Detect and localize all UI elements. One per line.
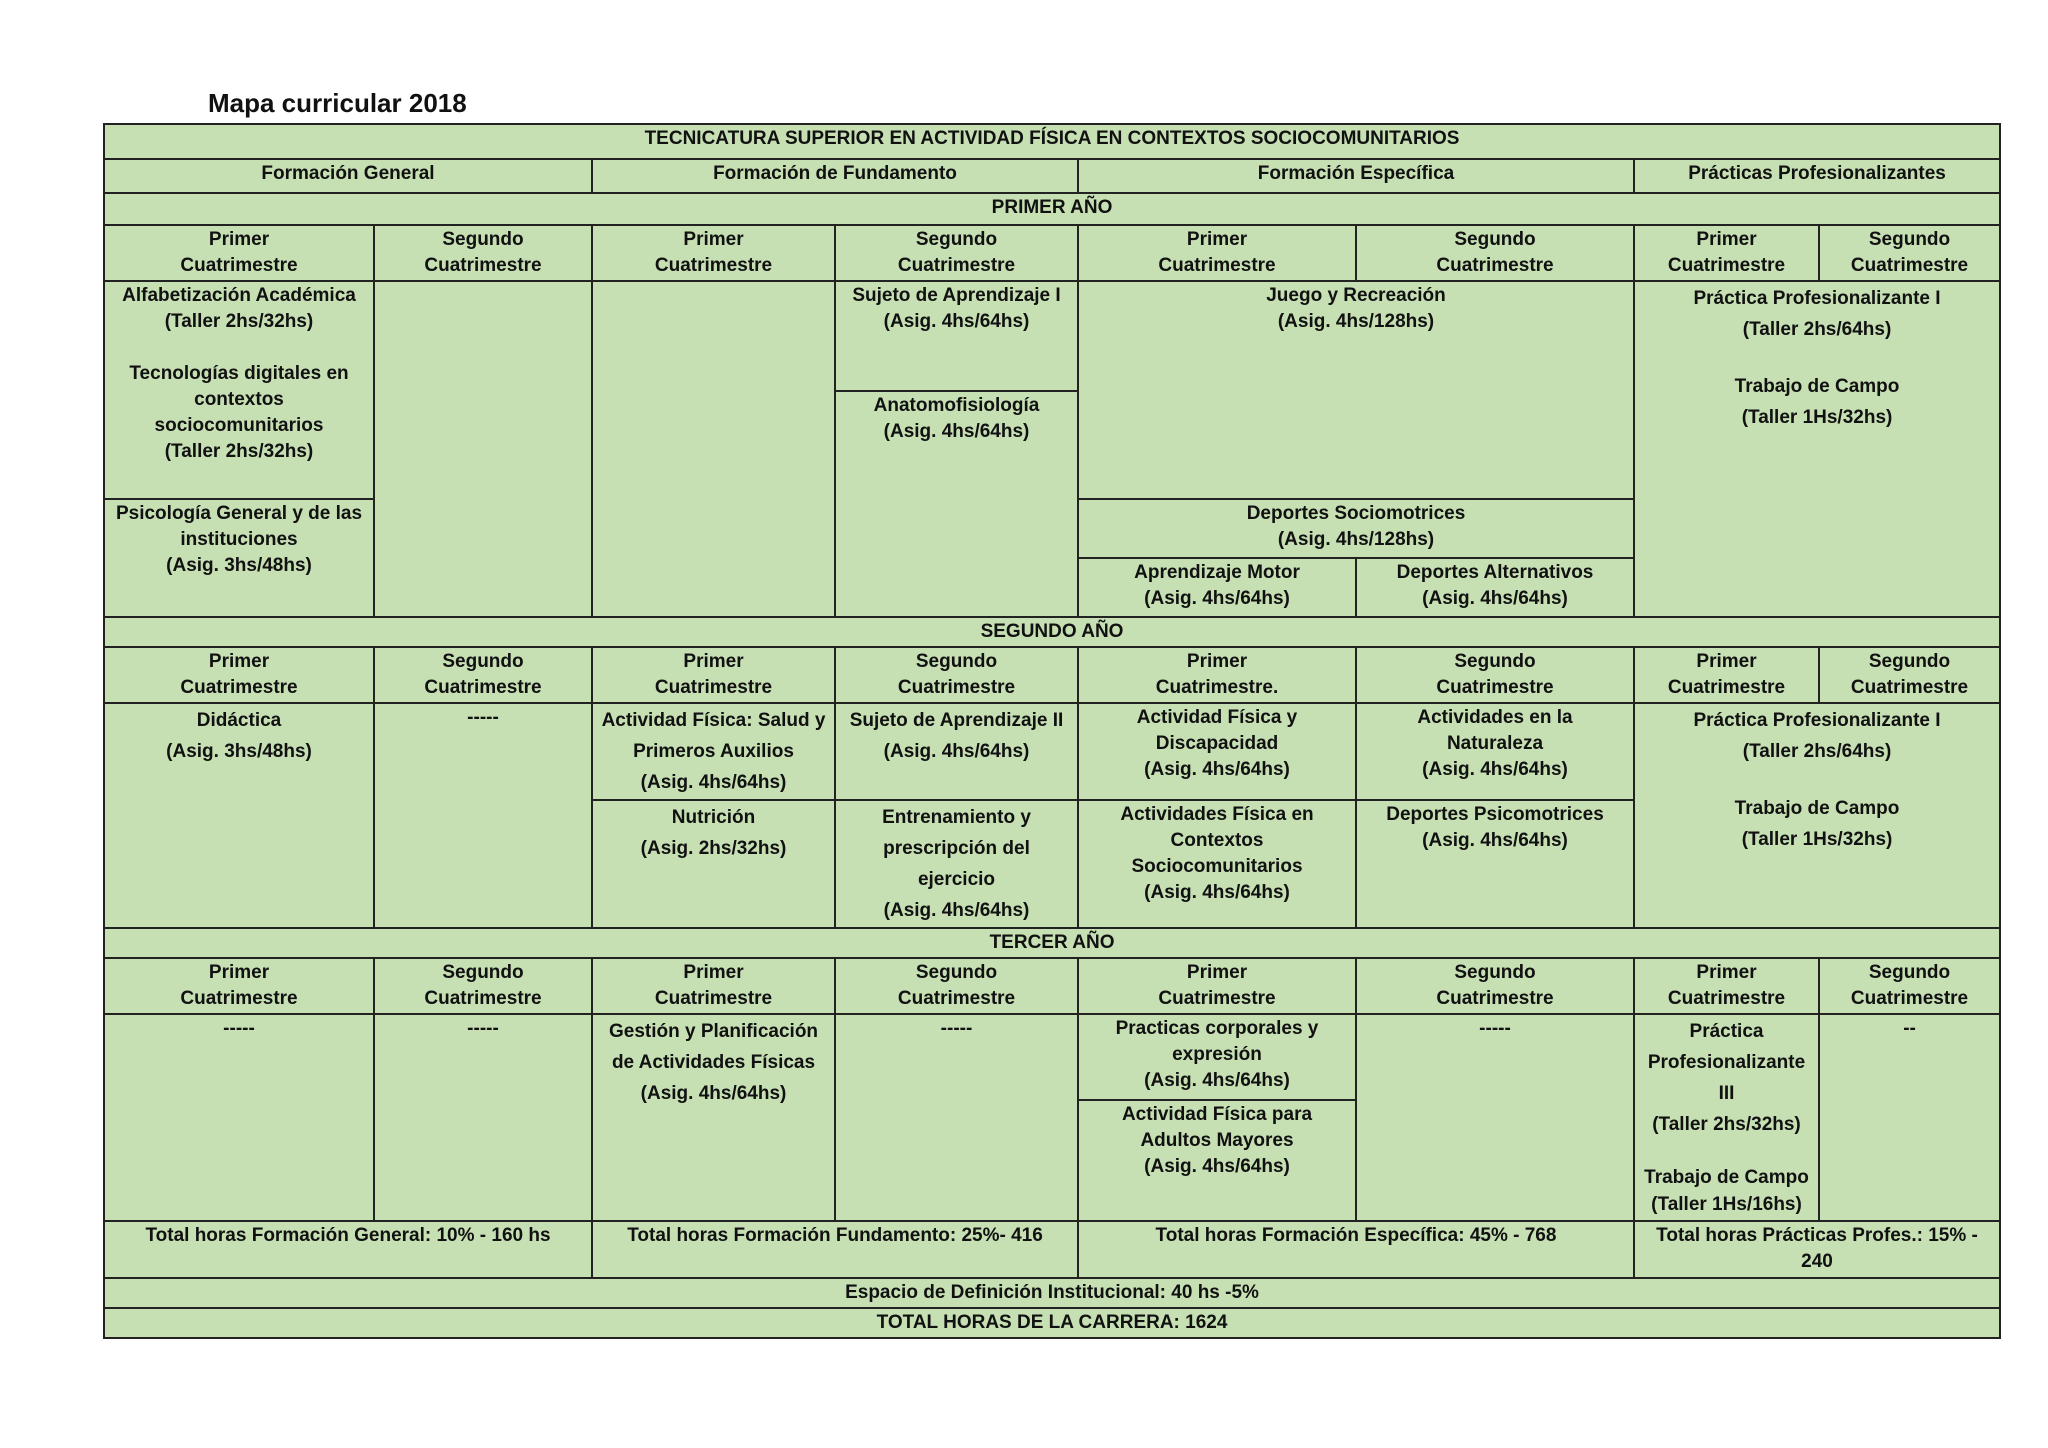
- empty-cell: [592, 281, 835, 617]
- semester-header: Primer Cuatrimestre: [1634, 225, 1819, 281]
- semester-header: Segundo Cuatrimestre: [835, 647, 1078, 703]
- semester-row: [104, 958, 2000, 1014]
- year-header-third: TERCER AÑO: [104, 928, 2000, 958]
- semester-header: Segundo Cuatrimestre: [1356, 647, 1634, 703]
- subject-cell: Nutrición (Asig. 2hs/32hs): [592, 800, 835, 928]
- empty-cell-dash: --: [1819, 1014, 2000, 1221]
- semester-header: Primer Cuatrimestre: [104, 958, 374, 1014]
- subject-cell: Juego y Recreación (Asig. 4hs/128hs): [1078, 281, 1634, 499]
- subject-cell: Actividad Física para Adultos Mayores (Asig. 4hs/64hs): [1078, 1100, 1356, 1221]
- total-practicas: Total horas Prácticas Profes.: 15% - 240: [1634, 1221, 2000, 1278]
- total-fundamento: Total horas Formación Fundamento: 25%- 416: [592, 1221, 1078, 1278]
- total-especifica: Total horas Formación Específica: 45% - 768: [1078, 1221, 1634, 1278]
- total-general: Total horas Formación General: 10% - 160 hs: [104, 1221, 592, 1278]
- semester-header: Segundo Cuatrimestre: [1819, 958, 2000, 1014]
- semester-header: Primer Cuatrimestre: [1634, 958, 1819, 1014]
- year-header-second: SEGUNDO AÑO: [104, 617, 2000, 647]
- subject-cell: Deportes Sociomotrices (Asig. 4hs/128hs): [1078, 499, 1634, 558]
- subject-cell: Sujeto de Aprendizaje II (Asig. 4hs/64hs): [835, 703, 1078, 800]
- subject-cell: Alfabetización Académica (Taller 2hs/32hs) Tecnologías digitales en contextos sociocomunitarios (Taller 2hs/32hs): [104, 281, 374, 499]
- category-fundamento: Formación de Fundamento: [592, 159, 1078, 193]
- empty-cell-dash: -----: [104, 1014, 374, 1221]
- subject-cell: Actividades en la Naturaleza (Asig. 4hs/64hs): [1356, 703, 1634, 800]
- semester-header: Primer Cuatrimestre: [592, 958, 835, 1014]
- semester-row: [104, 225, 2000, 281]
- semester-header: Segundo Cuatrimestre: [1356, 225, 1634, 281]
- semester-header: Primer Cuatrimestre: [592, 647, 835, 703]
- subject-cell: Actividad Física y Discapacidad (Asig. 4hs/64hs): [1078, 703, 1356, 800]
- category-practicas: Prácticas Profesionalizantes: [1634, 159, 2000, 193]
- empty-cell-dash: -----: [1356, 1014, 1634, 1221]
- semester-header: Primer Cuatrimestre.: [1078, 647, 1356, 703]
- semester-row: [104, 647, 2000, 703]
- semester-header: Segundo Cuatrimestre: [374, 225, 592, 281]
- empty-cell-dash: -----: [835, 1014, 1078, 1221]
- espacio-definicion-institucional: Espacio de Definición Institucional: 40 hs -5%: [104, 1278, 2000, 1308]
- semester-header: Segundo Cuatrimestre: [1356, 958, 1634, 1014]
- empty-cell-dash: -----: [374, 703, 592, 928]
- subject-cell: Gestión y Planificación de Actividades Físicas (Asig. 4hs/64hs): [592, 1014, 835, 1221]
- semester-header: Primer Cuatrimestre: [1078, 958, 1356, 1014]
- semester-header: Primer Cuatrimestre: [1634, 647, 1819, 703]
- subject-cell: Práctica Profesionalizante I (Taller 2hs/64hs) Trabajo de Campo (Taller 1Hs/32hs): [1634, 281, 2000, 617]
- subject-cell: Actividades Física en Contextos Sociocomunitarios (Asig. 4hs/64hs): [1078, 800, 1356, 928]
- semester-header: Segundo Cuatrimestre: [374, 958, 592, 1014]
- subject-cell: Practicas corporales y expresión (Asig. 4hs/64hs): [1078, 1014, 1356, 1100]
- semester-header: Segundo Cuatrimestre: [1819, 647, 2000, 703]
- year-header-first: PRIMER AÑO: [104, 193, 2000, 225]
- subject-cell: Actividad Física: Salud y Primeros Auxilios (Asig. 4hs/64hs): [592, 703, 835, 800]
- subject-cell: Anatomofisiología (Asig. 4hs/64hs): [835, 391, 1078, 617]
- career-title: TECNICATURA SUPERIOR EN ACTIVIDAD FÍSICA EN CONTEXTOS SOCIOCOMUNITARIOS: [104, 124, 2000, 159]
- semester-header: Segundo Cuatrimestre: [374, 647, 592, 703]
- semester-header: Primer Cuatrimestre: [104, 225, 374, 281]
- semester-header: Segundo Cuatrimestre: [835, 958, 1078, 1014]
- subject-cell: Didáctica (Asig. 3hs/48hs): [104, 703, 374, 928]
- empty-cell: [374, 281, 592, 617]
- subject-cell: Deportes Psicomotrices (Asig. 4hs/64hs): [1356, 800, 1634, 928]
- semester-header: Primer Cuatrimestre: [1078, 225, 1356, 281]
- subject-cell: Práctica Profesionalizante III (Taller 2hs/32hs) Trabajo de Campo (Taller 1Hs/16hs): [1634, 1014, 1819, 1221]
- curriculum-table: [103, 123, 2001, 1339]
- semester-header: Primer Cuatrimestre: [104, 647, 374, 703]
- total-horas-carrera: TOTAL HORAS DE LA CARRERA: 1624: [104, 1308, 2000, 1338]
- subject-cell: Sujeto de Aprendizaje I (Asig. 4hs/64hs): [835, 281, 1078, 391]
- subject-cell: Entrenamiento y prescripción del ejercicio (Asig. 4hs/64hs): [835, 800, 1078, 928]
- subject-cell: Aprendizaje Motor (Asig. 4hs/64hs): [1078, 558, 1356, 617]
- category-especifica: Formación Específica: [1078, 159, 1634, 193]
- document-title: Mapa curricular 2018: [208, 88, 467, 118]
- subject-cell: Psicología General y de las instituciones (Asig. 3hs/48hs): [104, 499, 374, 617]
- semester-header: Segundo Cuatrimestre: [1819, 225, 2000, 281]
- category-general: Formación General: [104, 159, 592, 193]
- subject-cell: Deportes Alternativos (Asig. 4hs/64hs): [1356, 558, 1634, 617]
- semester-header: Segundo Cuatrimestre: [835, 225, 1078, 281]
- subject-cell: Práctica Profesionalizante I (Taller 2hs/64hs) Trabajo de Campo (Taller 1Hs/32hs): [1634, 703, 2000, 928]
- semester-header: Primer Cuatrimestre: [592, 225, 835, 281]
- empty-cell-dash: -----: [374, 1014, 592, 1221]
